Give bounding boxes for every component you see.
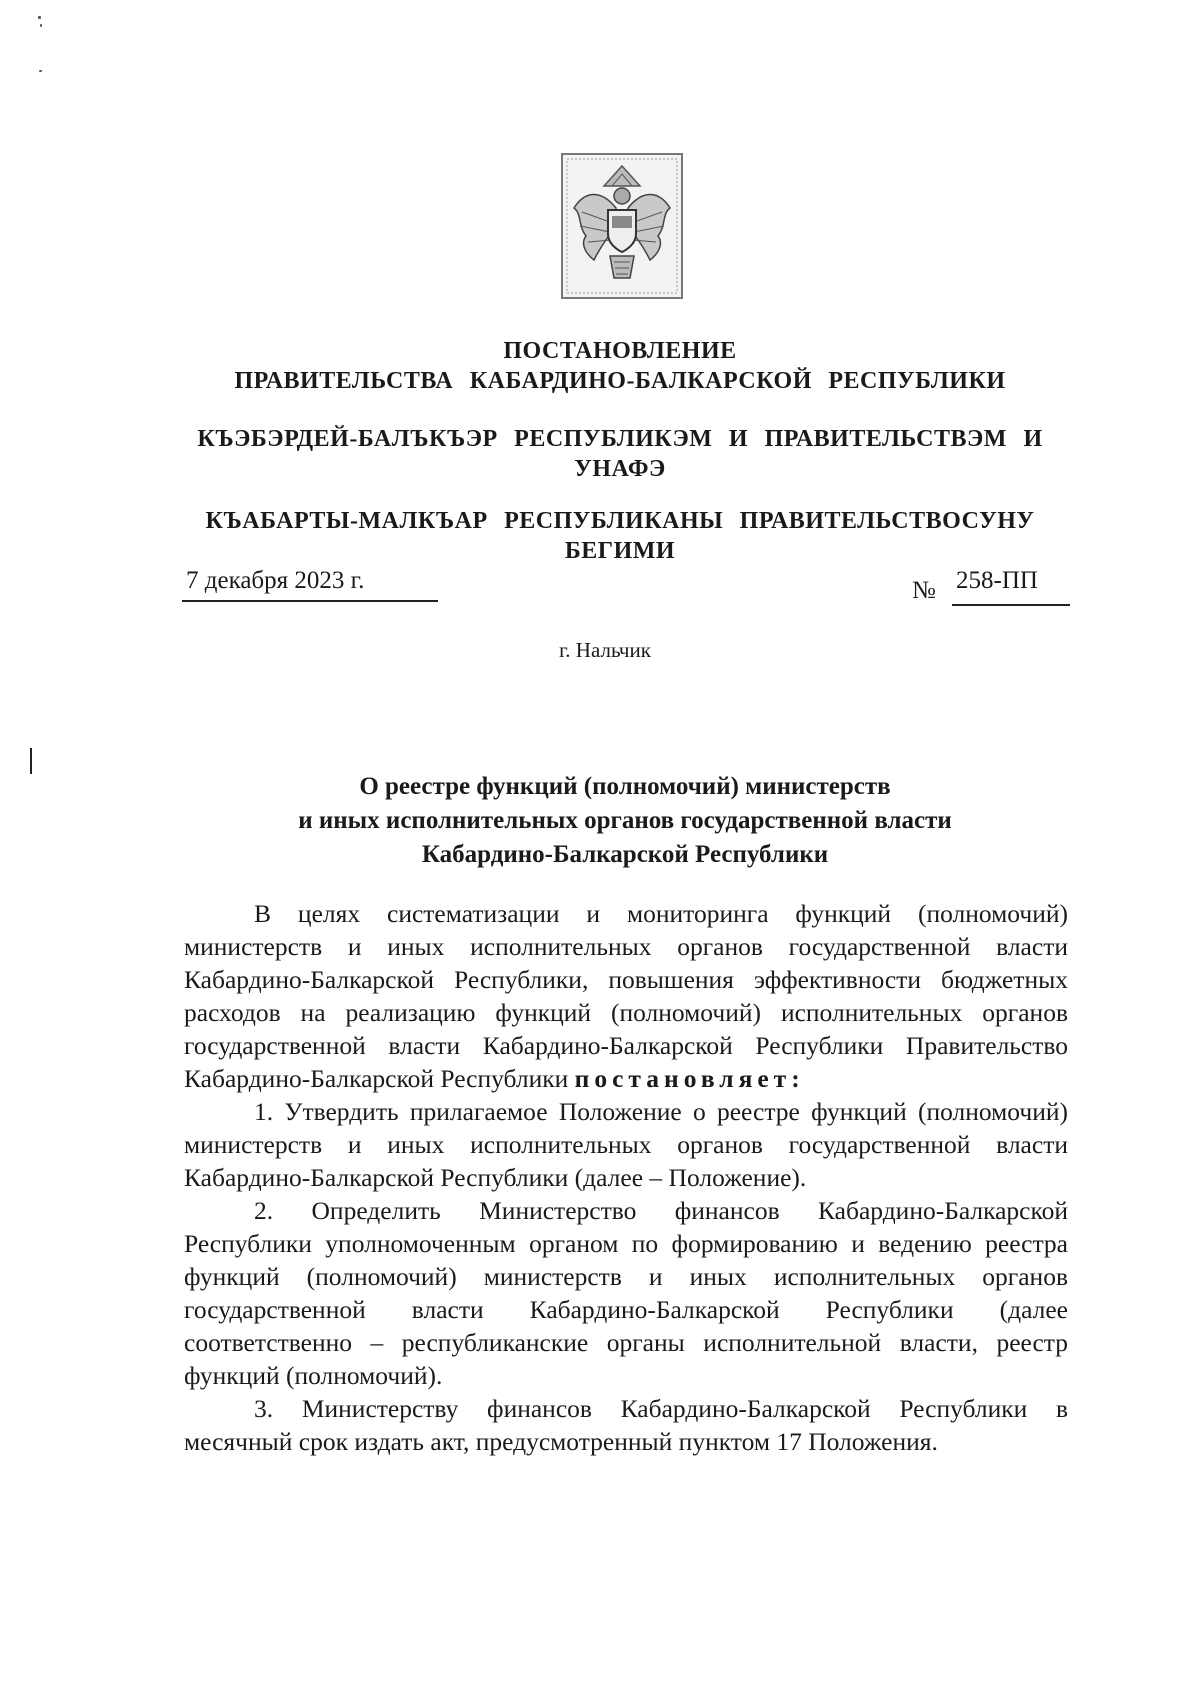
scan-speck <box>40 24 42 27</box>
document-number: 258-ПП <box>956 567 1038 594</box>
item-1: 1. Утвердить прилагаемое Положение о реестре функций (полномочий) министерств и иных исполнительных органов государственной власти Кабардино-Балкарской Республики (далее – Положение). <box>184 1097 1068 1192</box>
header-balkar-line1: КЪАБАРТЫ-МАЛКЪАР РЕСПУБЛИКАНЫ ПРАВИТЕЛЬСТВОСУНУ <box>205 508 1035 534</box>
scan-speck <box>39 70 42 72</box>
header-kabardian-line1: КЪЭБЭРДЕЙ-БАЛЪКЪЭР РЕСПУБЛИКЭМ И ПРАВИТЕЛЬСТВЭМ И <box>197 426 1043 452</box>
header-balkar-line2: БЕГИМИ <box>564 538 676 564</box>
header-subtitle: ПРАВИТЕЛЬСТВА КАБАРДИНО-БАЛКАРСКОЙ РЕСПУБЛИКИ <box>234 368 1006 394</box>
document-date-field <box>182 566 438 602</box>
item-3: 3. Министерству финансов Кабардино-Балкарской Республики в месячный срок издать акт, предусмотренный пунктом 17 Положения. <box>184 1394 1068 1456</box>
number-underline <box>952 604 1070 606</box>
number-sign: № <box>912 577 936 604</box>
preamble-text: В целях систематизации и мониторинга функций (полномочий) министерств и иных исполнительных органов государственной власти Кабардино-Балкарской Республики, повышения эффективности бюджетных расходов на реализацию функций (полномочий) исполнительных органов государственной власти Кабардино-Балкарской Республики Правительство Кабардино-Балкарской Республики <box>184 899 1068 1093</box>
document-title-line2: и иных исполнительных органов государственной власти <box>298 807 952 834</box>
scan-margin-mark <box>30 748 32 774</box>
document-title-line3: Кабардино-Балкарской Республики <box>421 841 829 868</box>
city-name: г. Нальчик <box>559 638 651 662</box>
coat-of-arms-emblem <box>560 152 684 300</box>
header-kabardian-line2: УНАФЭ <box>574 456 666 482</box>
decree-word: постановляет: <box>574 1064 805 1093</box>
item-2: 2. Определить Министерство финансов Кабардино-Балкарской Республики уполномоченным органом по формированию и ведению реестра функций (полномочий) министерств и иных исполнительных органов государственной власти Кабардино-Балкарской Республики (далее соответственно – республиканские органы исполнительной власти, реестр функций (полномочий). <box>184 1196 1068 1390</box>
preamble-paragraph <box>184 897 1068 1095</box>
document-body <box>184 897 1068 1458</box>
header-title: ПОСТАНОВЛЕНИЕ <box>503 338 737 364</box>
document-date: 7 декабря 2023 г. <box>186 567 365 594</box>
document-title-line1: О реестре функций (полномочий) министерств <box>359 773 891 800</box>
date-underline <box>182 600 438 602</box>
scan-speck <box>38 16 41 19</box>
